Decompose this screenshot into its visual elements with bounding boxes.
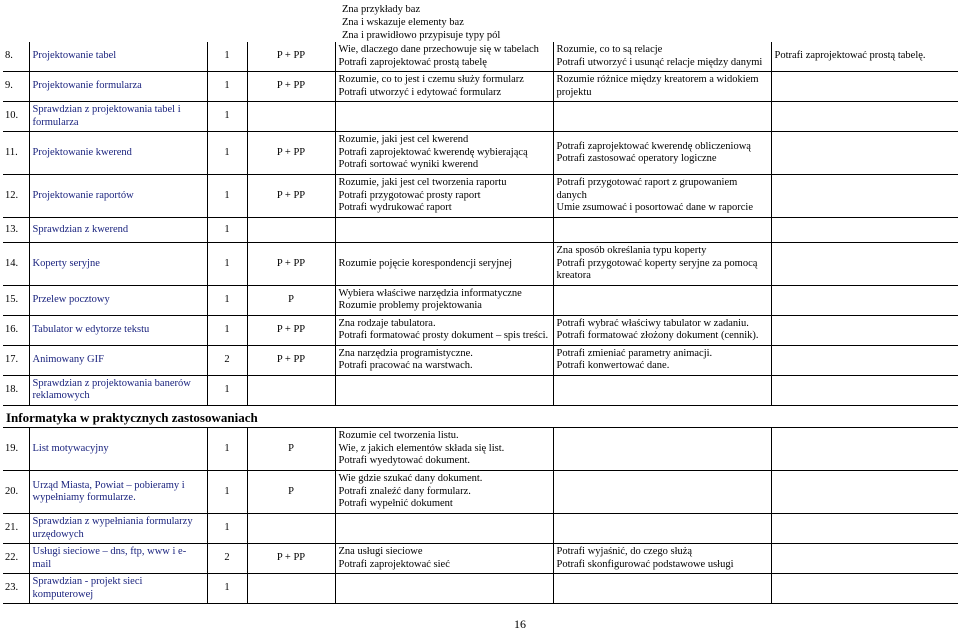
row-type: P (247, 471, 335, 514)
row-topic: Sprawdzian - projekt sieci komputerowej (29, 574, 207, 604)
row-extended-requirements (771, 544, 958, 574)
row-basic-requirements (553, 42, 771, 72)
row-number: 9. (3, 72, 29, 102)
row-basic-requirements-line: Rozumie różnice między kreatorem a widokiem projektu (556, 74, 759, 98)
row-basic-requirements (553, 218, 771, 243)
row-basic-requirements-line: Potrafi skonfigurować podstawowe usługi (556, 558, 734, 570)
table-row (3, 243, 958, 286)
row-extended-requirements (771, 285, 958, 315)
table-row (3, 345, 958, 375)
row-topic: Tabulator w edytorze tekstu (29, 315, 207, 345)
row-basic-requirements (553, 132, 771, 175)
row-type: P + PP (247, 175, 335, 218)
row-type: P + PP (247, 243, 335, 286)
header-note (342, 3, 500, 42)
table-row (3, 574, 958, 604)
row-content (335, 315, 553, 345)
section-title: Informatyka w praktycznych zastosowaniach (3, 405, 958, 428)
row-content-line: Rozumie cel tworzenia listu. (338, 430, 459, 442)
row-hours: 1 (207, 72, 247, 102)
row-type: P + PP (247, 315, 335, 345)
row-hours: 2 (207, 345, 247, 375)
row-topic: Sprawdzian z projektowania tabel i formularza (29, 102, 207, 132)
row-extended-requirements (771, 243, 958, 286)
row-content-line: Potrafi utworzyć i edytować formularz (338, 86, 502, 98)
table-row (3, 218, 958, 243)
row-extended-requirements (771, 574, 958, 604)
row-hours: 1 (207, 42, 247, 72)
row-hours: 1 (207, 471, 247, 514)
row-type (247, 375, 335, 405)
table-row (3, 375, 958, 405)
table-row (3, 428, 958, 471)
table-row (3, 285, 958, 315)
row-basic-requirements (553, 544, 771, 574)
row-hours: 1 (207, 375, 247, 405)
row-extended-requirements (771, 102, 958, 132)
row-content-line: Rozumie pojęcie korespondencji seryjnej (338, 257, 512, 269)
row-content-line: Potrafi zaprojektować kwerendę wybierającą (338, 146, 528, 158)
row-content-line: Rozumie, jaki jest cel kwerend (338, 134, 469, 146)
row-content-line: Rozumie, jaki jest cel tworzenia raportu (338, 177, 507, 189)
row-extended-requirements (771, 42, 958, 72)
row-content (335, 102, 553, 132)
table-row (3, 315, 958, 345)
row-basic-requirements-line: Umie zsumować i posortować dane w raporcie (556, 202, 754, 214)
table-row (3, 175, 958, 218)
header-note-line: Zna i wskazuje elementy baz (342, 17, 464, 28)
row-basic-requirements-line: Potrafi konwertować dane. (556, 360, 670, 371)
row-extended-requirements (771, 514, 958, 544)
curriculum-table (3, 42, 958, 604)
row-topic: Sprawdzian z wypełniania formularzy urzędowych (29, 514, 207, 544)
row-basic-requirements (553, 428, 771, 471)
table-body-1 (3, 42, 958, 405)
row-type: P (247, 428, 335, 471)
row-content-line: Potrafi wydrukować raport (338, 202, 452, 214)
row-content-line: Wie gdzie szukać dany dokument. (338, 473, 483, 485)
row-number: 21. (3, 514, 29, 544)
table-row (3, 544, 958, 574)
row-basic-requirements-line: Potrafi przygotować raport z grupowaniem danych (556, 177, 738, 201)
row-content-line: Potrafi znaleźć dany formularz. (338, 485, 471, 497)
row-content-line: Rozumie problemy projektowania (338, 300, 482, 311)
row-number: 20. (3, 471, 29, 514)
row-hours: 1 (207, 218, 247, 243)
row-hours: 1 (207, 315, 247, 345)
row-extended-requirements (771, 218, 958, 243)
row-basic-requirements (553, 315, 771, 345)
row-extended-requirements (771, 132, 958, 175)
row-basic-requirements (553, 102, 771, 132)
row-type: P + PP (247, 42, 335, 72)
section-row (3, 405, 958, 428)
row-hours: 1 (207, 102, 247, 132)
row-basic-requirements (553, 345, 771, 375)
row-type: P + PP (247, 544, 335, 574)
row-content-line: Zna rodzaje tabulatora. (338, 317, 436, 329)
row-topic: Przelew pocztowy (29, 285, 207, 315)
row-content (335, 175, 553, 218)
row-type (247, 514, 335, 544)
row-content-line: Rozumie, co to jest i czemu służy formularz (338, 74, 524, 85)
row-extended-requirements (771, 375, 958, 405)
row-type: P + PP (247, 132, 335, 175)
row-hours: 1 (207, 514, 247, 544)
row-hours: 1 (207, 285, 247, 315)
row-type: P + PP (247, 345, 335, 375)
row-basic-requirements (553, 285, 771, 315)
row-content-line: Potrafi przygotować prosty raport (338, 189, 481, 201)
row-content (335, 42, 553, 72)
row-basic-requirements-line: Potrafi wybrać właściwy tabulator w zadaniu. (556, 317, 749, 329)
row-number: 8. (3, 42, 29, 72)
row-topic: Urząd Miasta, Powiat – pobieramy i wypełniamy formularze. (29, 471, 207, 514)
row-content (335, 574, 553, 604)
row-hours: 1 (207, 574, 247, 604)
row-basic-requirements (553, 574, 771, 604)
row-number: 11. (3, 132, 29, 175)
table-row (3, 471, 958, 514)
row-basic-requirements-line: Potrafi zmieniać parametry animacji. (556, 347, 713, 359)
row-topic: Sprawdzian z projektowania banerów reklamowych (29, 375, 207, 405)
table-row (3, 514, 958, 544)
row-number: 15. (3, 285, 29, 315)
row-topic: Projektowanie tabel (29, 42, 207, 72)
row-hours: 1 (207, 243, 247, 286)
table-row (3, 132, 958, 175)
row-extended-requirements (771, 471, 958, 514)
row-basic-requirements (553, 375, 771, 405)
row-number: 16. (3, 315, 29, 345)
row-content-line: Potrafi sortować wyniki kwerend (338, 159, 479, 171)
row-content-line: Wybiera właściwe narzędzia informatyczne (338, 287, 522, 299)
row-topic: Projektowanie formularza (29, 72, 207, 102)
row-basic-requirements (553, 72, 771, 102)
row-basic-requirements (553, 514, 771, 544)
row-basic-requirements-line: Potrafi zaprojektować kwerendę obliczeniową (556, 140, 751, 152)
row-number: 12. (3, 175, 29, 218)
row-topic: Projektowanie raportów (29, 175, 207, 218)
row-number: 17. (3, 345, 29, 375)
section-row-group (3, 405, 958, 428)
row-content-line: Wie, dlaczego dane przechowuje się w tabelach (338, 44, 539, 55)
row-type (247, 574, 335, 604)
row-topic: Animowany GIF (29, 345, 207, 375)
row-type: P (247, 285, 335, 315)
row-basic-requirements (553, 175, 771, 218)
row-basic-requirements-line: Zna sposób określania typu koperty (556, 245, 707, 256)
row-number: 19. (3, 428, 29, 471)
row-basic-requirements-line: Rozumie, co to są relacje (556, 44, 663, 55)
row-topic: Sprawdzian z kwerend (29, 218, 207, 243)
row-content (335, 514, 553, 544)
table-row (3, 42, 958, 72)
row-number: 23. (3, 574, 29, 604)
table-body-2 (3, 428, 958, 604)
row-content-line: Potrafi zaprojektować sieć (338, 558, 450, 570)
row-basic-requirements-line: Potrafi formatować złożony dokument (cennik). (556, 330, 759, 341)
row-extended-requirements (771, 175, 958, 218)
row-content-line: Zna narzędzia programistyczne. (338, 347, 473, 359)
row-content (335, 285, 553, 315)
row-content-line: Potrafi zaprojektować prostą tabelę (338, 56, 487, 68)
row-hours: 1 (207, 175, 247, 218)
row-number: 18. (3, 375, 29, 405)
row-basic-requirements (553, 243, 771, 286)
row-topic: List motywacyjny (29, 428, 207, 471)
row-number: 22. (3, 544, 29, 574)
row-type: P + PP (247, 72, 335, 102)
row-extended-requirements (771, 345, 958, 375)
row-extended-requirements (771, 315, 958, 345)
row-hours: 2 (207, 544, 247, 574)
row-content-line: Potrafi pracować na warstwach. (338, 360, 473, 371)
row-basic-requirements-line: Potrafi wyjaśnić, do czego służą (556, 546, 693, 557)
row-type (247, 102, 335, 132)
page-number: 16 (514, 617, 526, 631)
row-number: 13. (3, 218, 29, 243)
row-topic: Projektowanie kwerend (29, 132, 207, 175)
row-content (335, 72, 553, 102)
row-content-line: Potrafi wyedytować dokument. (338, 455, 471, 467)
row-content (335, 428, 553, 471)
row-topic: Koperty seryjne (29, 243, 207, 286)
row-content (335, 471, 553, 514)
row-basic-requirements-line: Potrafi przygotować koperty seryjne za pomocą kreatora (556, 257, 758, 281)
table-row (3, 102, 958, 132)
header-note-line: Zna i prawidłowo przypisuje typy pól (342, 30, 501, 41)
row-content (335, 218, 553, 243)
header-note-line: Zna przykłady baz (342, 4, 421, 15)
table-row (3, 72, 958, 102)
row-basic-requirements-line: Potrafi utworzyć i usunąć relacje między danymi (556, 56, 763, 68)
row-content (335, 345, 553, 375)
row-hours: 1 (207, 428, 247, 471)
row-topic: Usługi sieciowe – dns, ftp, www i e-mail (29, 544, 207, 574)
row-content-line: Wie, z jakich elementów składa się list. (338, 442, 505, 454)
row-content-line: Potrafi wypełnić dokument (338, 498, 453, 510)
row-content (335, 375, 553, 405)
row-content (335, 544, 553, 574)
row-content-line: Potrafi formatować prosty dokument – spis treści. (338, 330, 549, 341)
row-extended-requirements (771, 428, 958, 471)
row-content-line: Zna usługi sieciowe (338, 546, 423, 557)
row-content (335, 243, 553, 286)
row-extended-requirements-line: Potrafi zaprojektować prostą tabelę. (774, 50, 926, 62)
row-extended-requirements (771, 72, 958, 102)
row-basic-requirements-line: Potrafi zastosować operatory logiczne (556, 153, 717, 164)
row-number: 14. (3, 243, 29, 286)
row-type (247, 218, 335, 243)
row-basic-requirements (553, 471, 771, 514)
row-hours: 1 (207, 132, 247, 175)
row-content (335, 132, 553, 175)
row-number: 10. (3, 102, 29, 132)
